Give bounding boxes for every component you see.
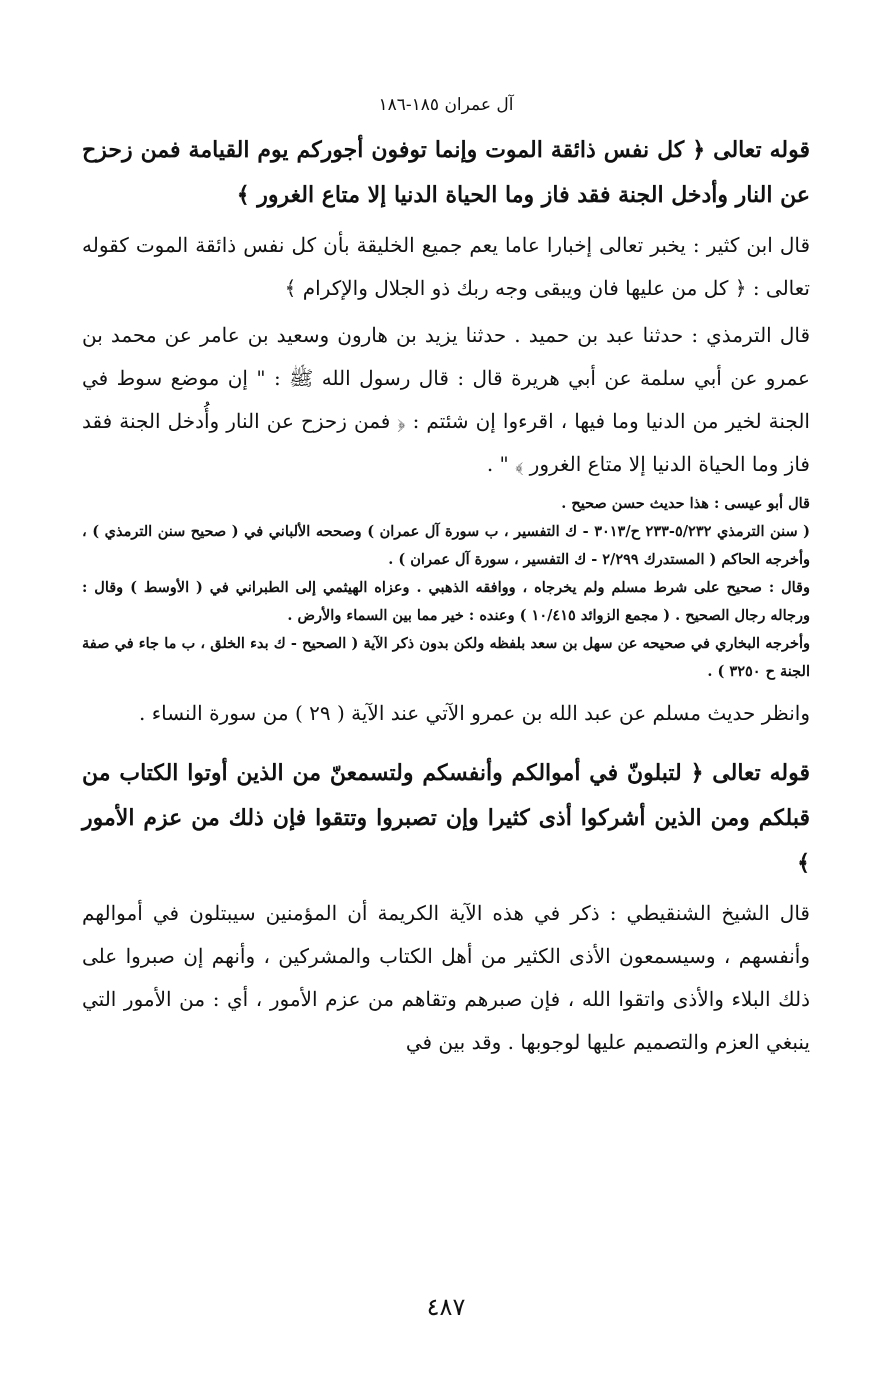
book-page xyxy=(82,0,810,1389)
see-also-note: وانظر حديث مسلم عن عبد الله بن عمرو الآتي عند الآية ( ٢٩ ) من سورة النساء . xyxy=(138,701,810,725)
hadith-note: قال أبو عيسى : هذا حديث حسن صحيح . xyxy=(561,495,810,512)
page-body xyxy=(82,128,810,1068)
commentary-shanqiti: قال الشيخ الشنقيطي : ذكر في هذه الآية الكريمة أن المؤمنين سيبتلون في أموالهم وأنفسهم ، وسيسمعون الأذى الكثير من أهل الكتاب والمشركين ، وأنهم إن صبروا على ذلك البلاء والأذى واتقوا الله ، فإن صبرهم وتقاهم من عزم الأمور ، أي : من الأمور التي ينبغي العزم والتصميم عليها لوجوبها . وقد بين في xyxy=(82,901,810,1054)
hadith-note: وقال : صحيح على شرط مسلم ولم يخرجاه ، ووافقه الذهبي . وعزاه الهيثمي إلى الطبراني في ( الأوسط ) وقال : ورجاله رجال الصحيح . ( مجمع الزوائد ١٠/٤١٥ ) وعنده : خير مما بين السماء والأرض . xyxy=(82,579,810,624)
verse-heading-1: قوله تعالى ﴿ كل نفس ذائقة الموت وإنما توفون أجوركم يوم القيامة فمن زحزح عن النار وأدخل الجنة فقد فاز وما الحياة الدنيا إلا متاع الغرور ﴾ xyxy=(82,137,810,208)
hadith-note: وأخرجه البخاري في صحيحه عن سهل بن سعد بلفظه ولكن بدون ذكر الآية ( الصحيح - ك بدء الخلق ، ب ما جاء في صفة الجنة ح ٣٢٥٠ ) . xyxy=(82,635,810,680)
verse-heading-2: قوله تعالى ﴿ لتبلونّ في أموالكم وأنفسكم ولتسمعنّ من الذين أوتوا الكتاب من قبلكم ومن الذين أشركوا أذى كثيرا وإن تصبروا وتتقوا فإن ذلك من عزم الأمور ﴾ xyxy=(82,760,810,876)
commentary-ibn-kathir: قال ابن كثير : يخبر تعالى إخبارا عاما يعم جميع الخليقة بأن كل نفس ذائقة الموت كقوله تعالى : ﴿ كل من عليها فان ويبقى وجه ربك ذو الجلال والإكرام ﴾ xyxy=(82,233,810,300)
running-header: آل عمران ١٨٥-١٨٦ xyxy=(378,95,514,115)
page-number: ٤٨٧ xyxy=(426,1293,466,1321)
commentary-tirmidhi: قال الترمذي : حدثنا عبد بن حميد . حدثنا يزيد بن هارون وسعيد بن عامر عن محمد بن عمرو عن أبي سلمة عن أبي هريرة قال : قال رسول الله ﷺ : " إن موضع سوط في الجنة لخير من الدنيا وما فيها ، اقرءوا إن شئتم : ﴿ فمن زحزح عن النار وأُدخل الجنة فقد فاز وما الحياة الدنيا إلا متاع الغرور ﴾ " . xyxy=(82,323,810,476)
section-gap xyxy=(82,739,810,751)
hadith-note: ( سنن الترمذي ٥/٢٣٢-٢٣٣ ح/٣٠١٣ - ك التفسير ، ب سورة آل عمران ) وصححه الألباني في ( صحيح سنن الترمذي ) ، وأخرجه الحاكم ( المستدرك ٢/٢٩٩ - ك التفسير ، سورة آل عمران ) . xyxy=(82,523,810,568)
hadith-notes xyxy=(82,490,810,686)
